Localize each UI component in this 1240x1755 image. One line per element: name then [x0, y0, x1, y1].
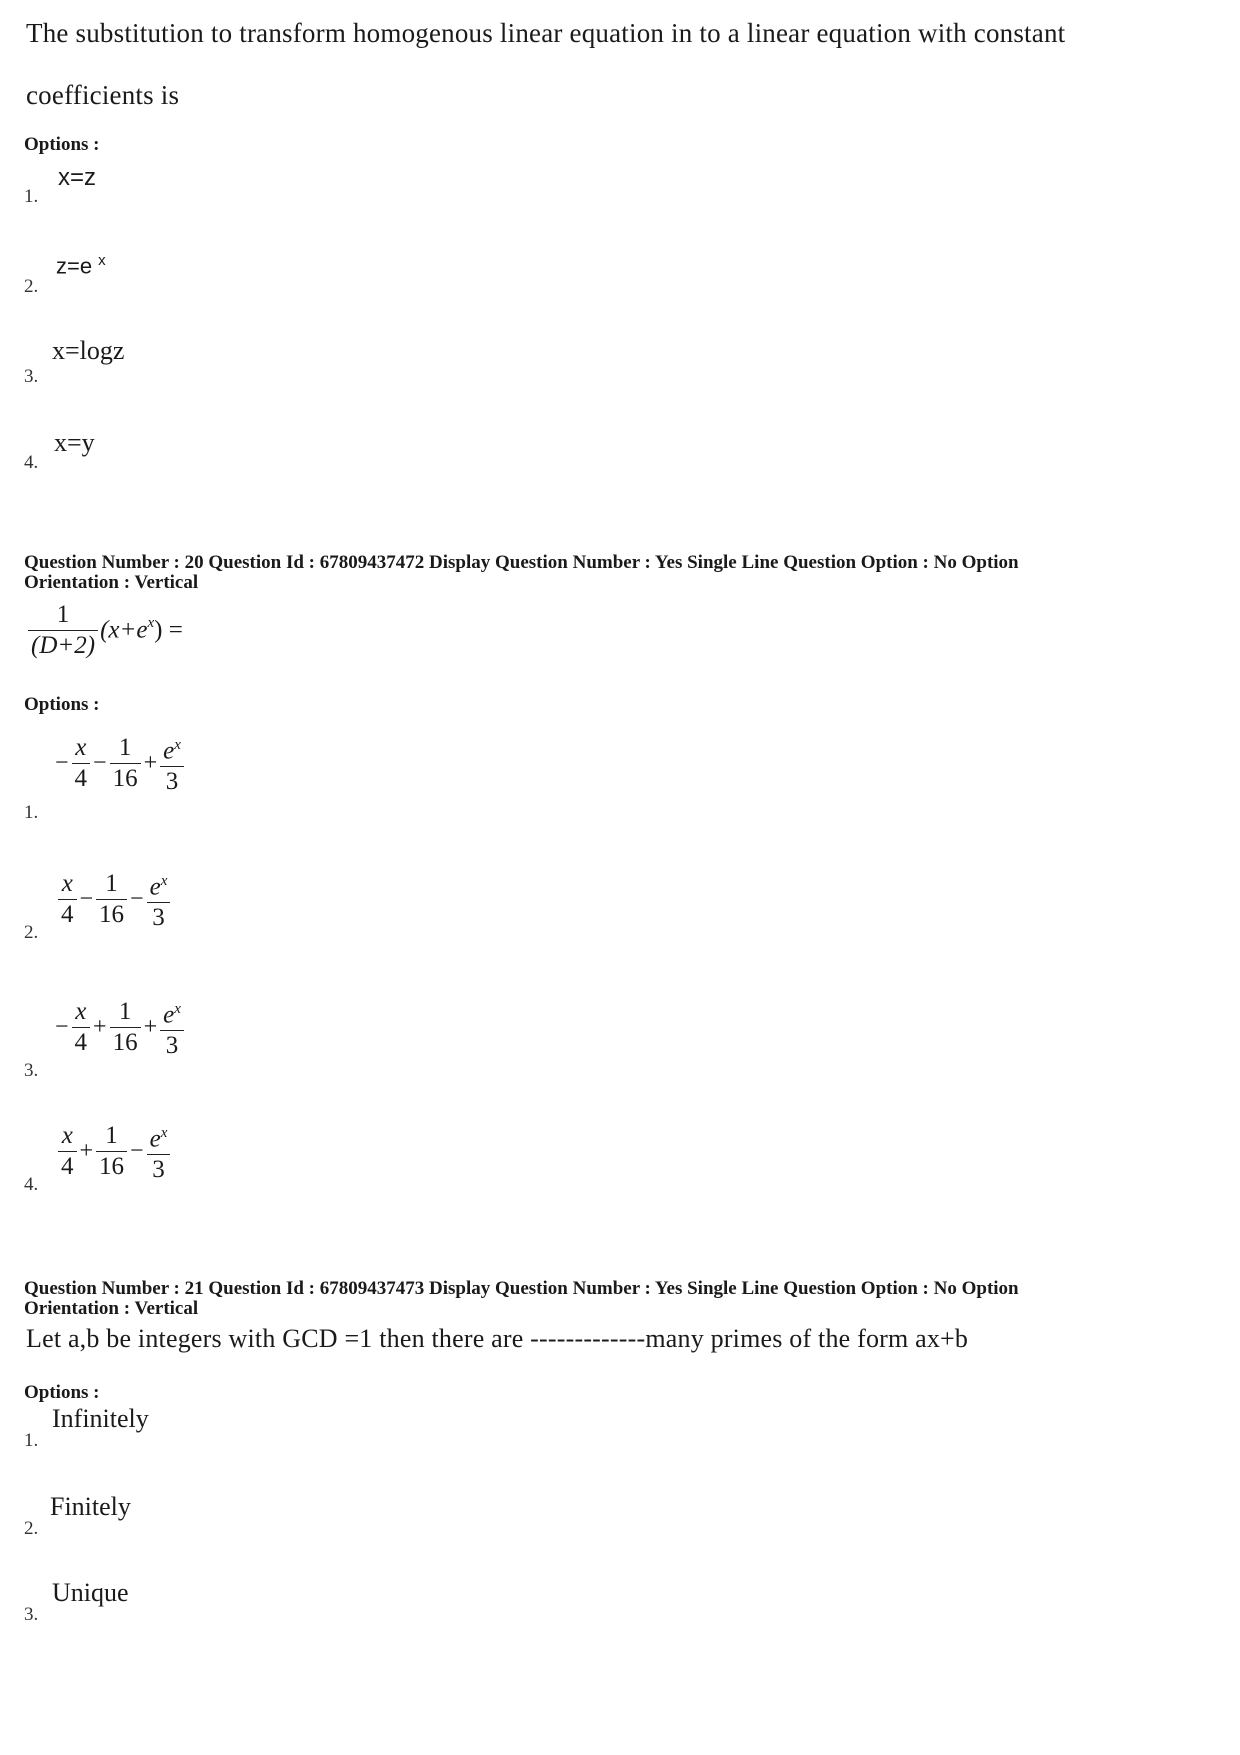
q21-option-1-number: 1. [24, 1430, 39, 1451]
q20-option-3-t3-den: 3 [165, 1032, 179, 1060]
q20-option-1-expression [54, 730, 186, 797]
q20-option-2-op1: − [79, 886, 94, 913]
q19-option-3-number: 3. [24, 366, 39, 387]
q19-option-2-sup: x [98, 252, 106, 269]
q20-option-1-t3-sup: x [174, 737, 181, 753]
q20-option-4-t1-den: 4 [61, 1153, 74, 1181]
q19-option-4-text: x=y [54, 428, 95, 457]
q21-option-3-text: Unique [52, 1578, 129, 1607]
q20-option-4-t3-num: e [149, 1125, 161, 1153]
q20-option-2-t2-den: 16 [99, 901, 125, 929]
q20-option-1-t3-num: e [163, 737, 175, 765]
q20-option-4-number: 4. [24, 1174, 39, 1195]
q20-question-fraction [28, 600, 98, 661]
q19-option-1-text: x=z [58, 164, 97, 191]
q20-option-3-t1-den: 4 [74, 1029, 88, 1057]
q19-option-2-base: z=e [56, 253, 93, 279]
q19-text-line2: coefficients is [26, 80, 180, 110]
q19-option-2-text [56, 252, 106, 279]
q20-option-3-lead: − [55, 1014, 69, 1041]
q20-option-2-op2: − [130, 886, 144, 913]
q19-option-2-number: 2. [24, 276, 39, 297]
q20-option-2-t2-num: 1 [96, 869, 127, 900]
q20-option-4-t2-den: 16 [99, 1153, 125, 1181]
q20-option-3-op2: + [143, 1014, 158, 1041]
q20-question-denominator: (D+2) [31, 632, 96, 659]
q21-option-2-number: 2. [24, 1518, 39, 1539]
q20-option-1-t3-den: 3 [165, 768, 179, 796]
q20-option-4-op1: + [79, 1138, 94, 1165]
q20-meta-line1: Question Number : 20 Question Id : 67809437472 Display Question Number : Yes Single Line Question Option : No Option [24, 552, 1019, 573]
q20-question-rest-open: (x+e [100, 616, 148, 644]
q20-option-2-t3-sup: x [160, 873, 168, 889]
q20-option-1-t1-num: x [72, 733, 91, 764]
q20-question-rest-sup: x [147, 614, 155, 631]
q21-options-label: Options : [24, 1382, 100, 1403]
q19-option-4-number: 4. [24, 452, 39, 473]
q20-question-rest-close: ) = [154, 616, 183, 644]
q20-option-4-expression [54, 1118, 172, 1185]
q20-option-3-t1-num: x [72, 997, 91, 1028]
q20-option-3-t3-sup: x [174, 1001, 181, 1017]
q20-question-numerator: 1 [28, 600, 98, 631]
q20-option-4-t2-num: 1 [96, 1121, 127, 1152]
q20-option-3-t2-den: 16 [112, 1029, 138, 1057]
q20-option-2-t1-num: x [58, 869, 77, 900]
q20-option-3-t2-num: 1 [110, 997, 141, 1028]
q20-option-3-number: 3. [24, 1060, 39, 1081]
q20-question-expression [26, 600, 183, 661]
q20-options-label: Options : [24, 694, 100, 715]
q21-option-1-text: Infinitely [52, 1404, 149, 1433]
q20-option-1-op1: − [93, 750, 107, 777]
q20-option-3-expression [54, 994, 186, 1061]
q20-option-1-lead: − [55, 750, 69, 777]
q19-text-line1: The substitution to transform homogenous linear equation in to a linear equation with constant [26, 18, 1066, 48]
q21-question-text: Let a,b be integers with GCD =1 then there are -------------many primes of the form ax+b [26, 1324, 969, 1353]
q20-option-4-op2: − [130, 1138, 144, 1165]
q21-option-3-number: 3. [24, 1604, 39, 1625]
q20-option-1-t1-den: 4 [74, 765, 88, 793]
q19-option-3-text: x=logz [52, 336, 125, 365]
q20-option-1-t2-den: 16 [112, 765, 138, 793]
q20-option-1-t2-num: 1 [110, 733, 141, 764]
q20-option-4-t1-num: x [58, 1121, 77, 1152]
q21-meta-line1: Question Number : 21 Question Id : 67809437473 Display Question Number : Yes Single Line Question Option : No Option [24, 1278, 1019, 1299]
q20-option-2-expression [54, 866, 172, 933]
q20-meta-line2: Orientation : Vertical [24, 572, 199, 593]
q20-option-2-number: 2. [24, 922, 39, 943]
q20-option-4-t3-sup: x [160, 1125, 168, 1141]
q21-meta-line2: Orientation : Vertical [24, 1298, 199, 1319]
q21-option-2-text: Finitely [50, 1492, 131, 1521]
q20-option-1-op2: + [143, 750, 158, 777]
q20-option-3-op1: + [93, 1014, 107, 1041]
q19-options-label: Options : [24, 134, 100, 155]
q20-option-1-number: 1. [24, 802, 39, 823]
q20-option-4-t3-den: 3 [152, 1156, 165, 1184]
q20-option-2-t3-den: 3 [152, 904, 165, 932]
q19-option-1-number: 1. [24, 186, 39, 207]
q20-option-3-t3-num: e [163, 1001, 175, 1029]
q20-option-2-t3-num: e [149, 873, 161, 901]
q20-option-2-t1-den: 4 [61, 901, 74, 929]
